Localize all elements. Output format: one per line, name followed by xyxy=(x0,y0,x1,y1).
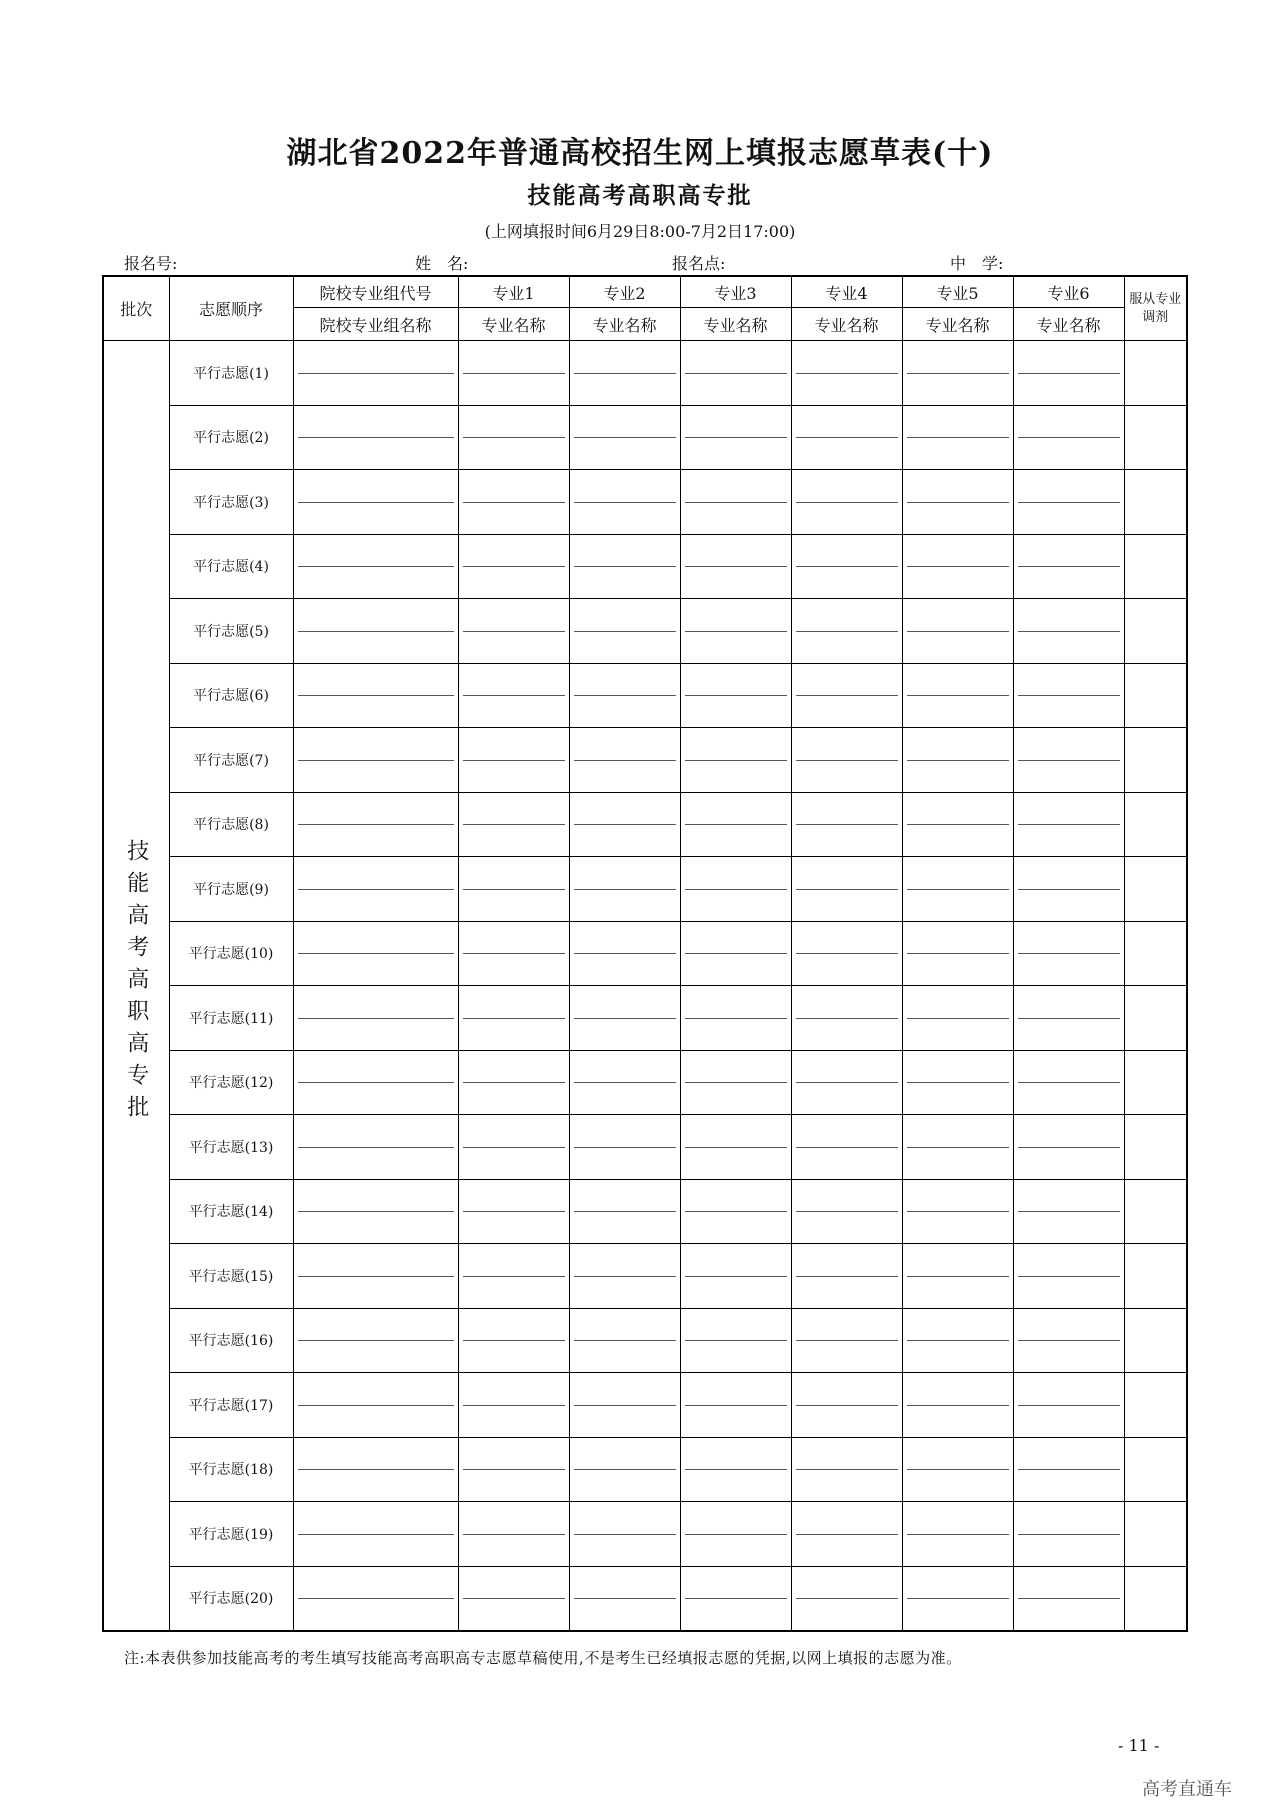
major-6-entry-cell[interactable] xyxy=(1013,341,1124,406)
major-2-entry-cell[interactable] xyxy=(569,728,680,793)
major-1-entry-cell[interactable] xyxy=(458,1373,569,1438)
major-3-entry-cell[interactable] xyxy=(680,921,791,986)
reg-site-label: 报名点: xyxy=(672,254,726,273)
major-5-entry-cell[interactable] xyxy=(902,728,1013,793)
major-4-entry-cell[interactable] xyxy=(791,792,902,857)
major-2-entry-cell[interactable] xyxy=(569,1050,680,1115)
preference-order: 平行志愿(19) xyxy=(169,1502,293,1567)
major-4-entry-cell[interactable] xyxy=(791,1244,902,1309)
major-2-entry-cell[interactable] xyxy=(569,1244,680,1309)
major-2-entry-cell[interactable] xyxy=(569,1179,680,1244)
major-2-entry-cell[interactable] xyxy=(569,534,680,599)
major-3-entry-cell[interactable] xyxy=(680,599,791,664)
major-3-entry-cell[interactable] xyxy=(680,1566,791,1631)
major-3-entry-cell[interactable] xyxy=(680,857,791,922)
major-1-entry-cell[interactable] xyxy=(458,663,569,728)
preference-order: 平行志愿(2) xyxy=(169,405,293,470)
batch-name: 技能高考高职高专批 xyxy=(123,839,149,1128)
major-3-entry-cell[interactable] xyxy=(680,1115,791,1180)
major-6-header: 专业6 xyxy=(1013,276,1124,308)
preference-order: 平行志愿(3) xyxy=(169,470,293,535)
obey-adjustment-cell[interactable] xyxy=(1124,663,1187,728)
major-6-entry-cell[interactable] xyxy=(1013,1437,1124,1502)
major-6-entry-cell[interactable] xyxy=(1013,1115,1124,1180)
major-2-entry-cell[interactable] xyxy=(569,792,680,857)
preference-row xyxy=(103,1308,1187,1373)
major-5-entry-cell[interactable] xyxy=(902,534,1013,599)
preference-order: 平行志愿(20) xyxy=(169,1566,293,1631)
major-4-entry-cell[interactable] xyxy=(791,728,902,793)
preference-order: 平行志愿(17) xyxy=(169,1373,293,1438)
preference-row xyxy=(103,663,1187,728)
major-4-entry-cell[interactable] xyxy=(791,1437,902,1502)
preference-order: 平行志愿(9) xyxy=(169,857,293,922)
major-4-entry-cell[interactable] xyxy=(791,1566,902,1631)
major-3-entry-cell[interactable] xyxy=(680,1437,791,1502)
major-3-entry-cell[interactable] xyxy=(680,792,791,857)
batch-header: 批次 xyxy=(103,276,169,341)
major-1-entry-cell[interactable] xyxy=(458,1179,569,1244)
preference-row xyxy=(103,921,1187,986)
major-6-entry-cell[interactable] xyxy=(1013,1244,1124,1309)
major-5-entry-cell[interactable] xyxy=(902,857,1013,922)
major-4-entry-cell[interactable] xyxy=(791,405,902,470)
major-2-entry-cell[interactable] xyxy=(569,1308,680,1373)
major-1-entry-cell[interactable] xyxy=(458,1308,569,1373)
obey-adjustment-cell[interactable] xyxy=(1124,1502,1187,1567)
major-3-entry-cell[interactable] xyxy=(680,1050,791,1115)
major-1-entry-cell[interactable] xyxy=(458,599,569,664)
preference-row xyxy=(103,1244,1187,1309)
preference-row xyxy=(103,728,1187,793)
preference-row xyxy=(103,341,1187,406)
major-1-entry-cell[interactable] xyxy=(458,1115,569,1180)
major-6-entry-cell[interactable] xyxy=(1013,1566,1124,1631)
major-6-entry-cell[interactable] xyxy=(1013,1502,1124,1567)
preference-order: 平行志愿(6) xyxy=(169,663,293,728)
major-5-entry-cell[interactable] xyxy=(902,986,1013,1051)
school-label: 中 学: xyxy=(950,254,1004,273)
obey-adjustment-cell[interactable] xyxy=(1124,1179,1187,1244)
major-5-entry-cell[interactable] xyxy=(902,405,1013,470)
major-6-entry-cell[interactable] xyxy=(1013,470,1124,535)
major-2-entry-cell[interactable] xyxy=(569,599,680,664)
major-2-entry-cell[interactable] xyxy=(569,857,680,922)
obey-adjustment-cell[interactable] xyxy=(1124,857,1187,922)
major-3-entry-cell[interactable] xyxy=(680,341,791,406)
page-subtitle: 技能高考高职高专批 xyxy=(527,182,753,209)
major-2-entry-cell[interactable] xyxy=(569,1115,680,1180)
order-header: 志愿顺序 xyxy=(169,276,293,341)
major-2-entry-cell[interactable] xyxy=(569,1502,680,1567)
major-4-header: 专业4 xyxy=(791,276,902,308)
major-1-header: 专业1 xyxy=(458,276,569,308)
major-3-entry-cell[interactable] xyxy=(680,663,791,728)
group-entry-cell[interactable] xyxy=(293,1502,458,1567)
major-4-entry-cell[interactable] xyxy=(791,663,902,728)
obey-adjustment-cell[interactable] xyxy=(1124,405,1187,470)
preference-order: 平行志愿(7) xyxy=(169,728,293,793)
major-4-entry-cell[interactable] xyxy=(791,986,902,1051)
footnote: 注:本表供参加技能高考的考生填写技能高考高职高专志愿草稿使用,不是考生已经填报志愿的凭据,以网上填报的志愿为准。 xyxy=(124,1649,962,1667)
filing-time-note: (上网填报时间6月29日8:00-7月2日17:00) xyxy=(484,222,796,241)
preference-order: 平行志愿(4) xyxy=(169,534,293,599)
group-entry-cell[interactable] xyxy=(293,1566,458,1631)
major-1-entry-cell[interactable] xyxy=(458,792,569,857)
preference-row xyxy=(103,470,1187,535)
major-3-entry-cell[interactable] xyxy=(680,470,791,535)
major-5-entry-cell[interactable] xyxy=(902,921,1013,986)
major-6-entry-cell[interactable] xyxy=(1013,1179,1124,1244)
preference-row xyxy=(103,599,1187,664)
major-5-name-header: 专业名称 xyxy=(902,308,1013,341)
preference-row xyxy=(103,1373,1187,1438)
preference-order: 平行志愿(1) xyxy=(169,341,293,406)
preference-row xyxy=(103,1050,1187,1115)
major-2-name-header: 专业名称 xyxy=(569,308,680,341)
major-2-entry-cell[interactable] xyxy=(569,921,680,986)
major-6-entry-cell[interactable] xyxy=(1013,728,1124,793)
preference-order: 平行志愿(12) xyxy=(169,1050,293,1115)
major-2-header: 专业2 xyxy=(569,276,680,308)
major-2-entry-cell[interactable] xyxy=(569,1437,680,1502)
major-5-entry-cell[interactable] xyxy=(902,341,1013,406)
group-entry-cell[interactable] xyxy=(293,405,458,470)
obey-adjustment-cell[interactable] xyxy=(1124,986,1187,1051)
preference-order: 平行志愿(11) xyxy=(169,986,293,1051)
group-entry-cell[interactable] xyxy=(293,1373,458,1438)
preference-order: 平行志愿(8) xyxy=(169,792,293,857)
major-6-entry-cell[interactable] xyxy=(1013,1373,1124,1438)
obey-adjustment-header: 服从专业调剂 xyxy=(1124,276,1187,341)
major-5-entry-cell[interactable] xyxy=(902,1179,1013,1244)
group-entry-cell[interactable] xyxy=(293,534,458,599)
group-entry-cell[interactable] xyxy=(293,1244,458,1309)
watermark: 高考直通车 xyxy=(1142,1779,1232,1800)
major-2-entry-cell[interactable] xyxy=(569,663,680,728)
preference-order: 平行志愿(10) xyxy=(169,921,293,986)
preference-row xyxy=(103,1502,1187,1567)
major-2-entry-cell[interactable] xyxy=(569,470,680,535)
preference-order: 平行志愿(5) xyxy=(169,599,293,664)
major-6-entry-cell[interactable] xyxy=(1013,792,1124,857)
preference-order: 平行志愿(13) xyxy=(169,1115,293,1180)
major-3-entry-cell[interactable] xyxy=(680,1179,791,1244)
obey-adjustment-cell[interactable] xyxy=(1124,599,1187,664)
major-5-entry-cell[interactable] xyxy=(902,1566,1013,1631)
major-4-entry-cell[interactable] xyxy=(791,1050,902,1115)
major-4-entry-cell[interactable] xyxy=(791,470,902,535)
major-3-entry-cell[interactable] xyxy=(680,728,791,793)
obey-adjustment-cell[interactable] xyxy=(1124,341,1187,406)
major-1-entry-cell[interactable] xyxy=(458,1502,569,1567)
major-1-entry-cell[interactable] xyxy=(458,405,569,470)
page-title: 湖北省2022年普通高校招生网上填报志愿草表(十) xyxy=(286,136,994,171)
major-5-entry-cell[interactable] xyxy=(902,663,1013,728)
preference-row xyxy=(103,857,1187,922)
obey-adjustment-cell[interactable] xyxy=(1124,1566,1187,1631)
obey-adjustment-cell[interactable] xyxy=(1124,470,1187,535)
major-5-entry-cell[interactable] xyxy=(902,792,1013,857)
obey-adjustment-cell[interactable] xyxy=(1124,1437,1187,1502)
preference-row xyxy=(103,792,1187,857)
obey-adjustment-cell[interactable] xyxy=(1124,792,1187,857)
preference-order: 平行志愿(14) xyxy=(169,1179,293,1244)
major-5-entry-cell[interactable] xyxy=(902,1308,1013,1373)
preference-order: 平行志愿(15) xyxy=(169,1244,293,1309)
obey-adjustment-cell[interactable] xyxy=(1124,1308,1187,1373)
preference-row xyxy=(103,1437,1187,1502)
major-5-entry-cell[interactable] xyxy=(902,1050,1013,1115)
major-2-entry-cell[interactable] xyxy=(569,986,680,1051)
obey-adjustment-cell[interactable] xyxy=(1124,1244,1187,1309)
group-entry-cell[interactable] xyxy=(293,792,458,857)
obey-adjustment-cell[interactable] xyxy=(1124,534,1187,599)
major-6-entry-cell[interactable] xyxy=(1013,405,1124,470)
major-1-entry-cell[interactable] xyxy=(458,728,569,793)
major-1-entry-cell[interactable] xyxy=(458,1050,569,1115)
major-1-entry-cell[interactable] xyxy=(458,1437,569,1502)
preference-row xyxy=(103,986,1187,1051)
major-3-entry-cell[interactable] xyxy=(680,405,791,470)
group-entry-cell[interactable] xyxy=(293,921,458,986)
major-4-entry-cell[interactable] xyxy=(791,534,902,599)
major-6-entry-cell[interactable] xyxy=(1013,1050,1124,1115)
major-2-entry-cell[interactable] xyxy=(569,341,680,406)
major-1-name-header: 专业名称 xyxy=(458,308,569,341)
preference-order: 平行志愿(18) xyxy=(169,1437,293,1502)
major-3-entry-cell[interactable] xyxy=(680,986,791,1051)
major-6-entry-cell[interactable] xyxy=(1013,534,1124,599)
major-6-entry-cell[interactable] xyxy=(1013,1308,1124,1373)
obey-adjustment-cell[interactable] xyxy=(1124,728,1187,793)
preference-row xyxy=(103,1115,1187,1180)
group-code-header: 院校专业组代号 xyxy=(293,276,458,308)
group-entry-cell[interactable] xyxy=(293,1115,458,1180)
major-5-entry-cell[interactable] xyxy=(902,599,1013,664)
major-1-entry-cell[interactable] xyxy=(458,470,569,535)
obey-adjustment-cell[interactable] xyxy=(1124,1373,1187,1438)
major-1-entry-cell[interactable] xyxy=(458,921,569,986)
reg-no-label: 报名号: xyxy=(124,254,178,273)
obey-adjustment-cell[interactable] xyxy=(1124,921,1187,986)
major-5-entry-cell[interactable] xyxy=(902,1115,1013,1180)
group-entry-cell[interactable] xyxy=(293,1308,458,1373)
major-5-entry-cell[interactable] xyxy=(902,1502,1013,1567)
major-6-name-header: 专业名称 xyxy=(1013,308,1124,341)
major-4-entry-cell[interactable] xyxy=(791,1373,902,1438)
group-entry-cell[interactable] xyxy=(293,857,458,922)
obey-adjustment-cell[interactable] xyxy=(1124,1115,1187,1180)
group-name-header: 院校专业组名称 xyxy=(293,308,458,341)
group-entry-cell[interactable] xyxy=(293,986,458,1051)
major-4-entry-cell[interactable] xyxy=(791,341,902,406)
major-5-entry-cell[interactable] xyxy=(902,1437,1013,1502)
name-label: 姓 名: xyxy=(415,254,469,273)
group-entry-cell[interactable] xyxy=(293,1179,458,1244)
group-entry-cell[interactable] xyxy=(293,341,458,406)
major-3-entry-cell[interactable] xyxy=(680,1502,791,1567)
preference-order: 平行志愿(16) xyxy=(169,1308,293,1373)
obey-adjustment-cell[interactable] xyxy=(1124,1050,1187,1115)
preference-row xyxy=(103,1566,1187,1631)
preference-row xyxy=(103,1179,1187,1244)
major-4-entry-cell[interactable] xyxy=(791,1308,902,1373)
major-1-entry-cell[interactable] xyxy=(458,857,569,922)
major-3-entry-cell[interactable] xyxy=(680,1373,791,1438)
major-1-entry-cell[interactable] xyxy=(458,534,569,599)
major-4-entry-cell[interactable] xyxy=(791,857,902,922)
major-6-entry-cell[interactable] xyxy=(1013,857,1124,922)
group-entry-cell[interactable] xyxy=(293,470,458,535)
major-3-entry-cell[interactable] xyxy=(680,1244,791,1309)
major-3-name-header: 专业名称 xyxy=(680,308,791,341)
major-2-entry-cell[interactable] xyxy=(569,1373,680,1438)
application-form-table xyxy=(102,275,1188,1632)
group-entry-cell[interactable] xyxy=(293,599,458,664)
major-4-name-header: 专业名称 xyxy=(791,308,902,341)
batch-cell xyxy=(103,341,169,1631)
preference-row xyxy=(103,405,1187,470)
major-5-entry-cell[interactable] xyxy=(902,470,1013,535)
major-1-entry-cell[interactable] xyxy=(458,986,569,1051)
group-entry-cell[interactable] xyxy=(293,663,458,728)
major-4-entry-cell[interactable] xyxy=(791,921,902,986)
major-3-header: 专业3 xyxy=(680,276,791,308)
major-4-entry-cell[interactable] xyxy=(791,1179,902,1244)
major-6-entry-cell[interactable] xyxy=(1013,599,1124,664)
preference-row xyxy=(103,534,1187,599)
group-entry-cell[interactable] xyxy=(293,1437,458,1502)
page-number: - 11 - xyxy=(1118,1736,1160,1755)
major-6-entry-cell[interactable] xyxy=(1013,986,1124,1051)
major-2-entry-cell[interactable] xyxy=(569,1566,680,1631)
major-4-entry-cell[interactable] xyxy=(791,1115,902,1180)
major-1-entry-cell[interactable] xyxy=(458,1566,569,1631)
group-entry-cell[interactable] xyxy=(293,728,458,793)
major-1-entry-cell[interactable] xyxy=(458,1244,569,1309)
major-4-entry-cell[interactable] xyxy=(791,599,902,664)
major-1-entry-cell[interactable] xyxy=(458,341,569,406)
major-6-entry-cell[interactable] xyxy=(1013,921,1124,986)
major-5-header: 专业5 xyxy=(902,276,1013,308)
major-3-entry-cell[interactable] xyxy=(680,534,791,599)
major-2-entry-cell[interactable] xyxy=(569,405,680,470)
major-3-entry-cell[interactable] xyxy=(680,1308,791,1373)
major-5-entry-cell[interactable] xyxy=(902,1373,1013,1438)
major-6-entry-cell[interactable] xyxy=(1013,663,1124,728)
group-entry-cell[interactable] xyxy=(293,1050,458,1115)
major-4-entry-cell[interactable] xyxy=(791,1502,902,1567)
major-5-entry-cell[interactable] xyxy=(902,1244,1013,1309)
